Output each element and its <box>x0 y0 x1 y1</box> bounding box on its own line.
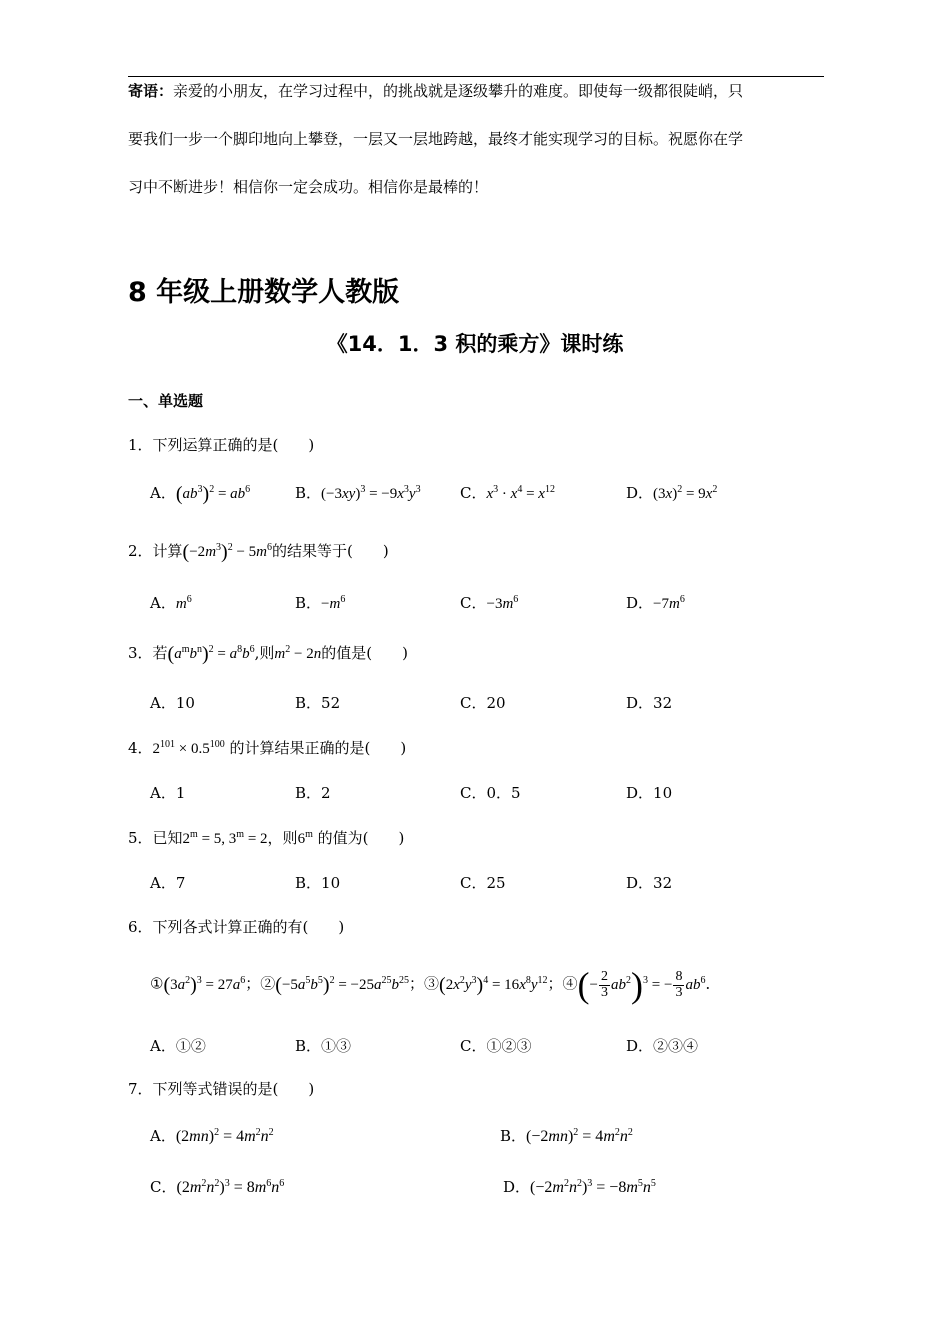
q4-option-a[interactable]: A．1 <box>150 784 186 802</box>
q3-option-b[interactable]: B．52 <box>295 694 341 712</box>
page-title: 8 年级上册数学人教版 <box>128 277 400 308</box>
q4-option-d[interactable]: D．10 <box>626 784 673 802</box>
q1-option-a[interactable]: A．$(ab^3)^2 = ab^6$ <box>150 483 251 505</box>
q7-option-c[interactable]: C．$(2m^2n^2)^3 = 8m^6n^6$ <box>150 1178 285 1196</box>
q6-option-b[interactable]: B．①③ <box>295 1037 352 1055</box>
q5-option-a[interactable]: A．7 <box>150 874 186 892</box>
q6-option-a[interactable]: A．①② <box>150 1037 206 1055</box>
intro-label: 寄语： <box>128 82 174 100</box>
q3-option-c[interactable]: C．20 <box>460 694 506 712</box>
question-6: 6．下列各式计算正确的有( ) <box>128 918 345 936</box>
question-4: 4．$2^{101} \times 0.5^{100}$ 的计算结果正确的是( ) <box>128 739 407 757</box>
q3-option-a[interactable]: A．10 <box>150 694 195 712</box>
q5-option-d[interactable]: D．32 <box>626 874 673 892</box>
q6-expressions: $①(3a^2)^3 = 27a^6$；$②(-5a^5b^5)^2 = -25a^{25}b^{25}$；$③(2x^2y^3)^4 = 16x^8y^{12}$；④(− $\frac{2}{3}$ $ab^2)^3$ = − $\frac{8}{3}$ $ab^6$． <box>150 964 721 1005</box>
header-rule <box>128 76 824 77</box>
q4-option-c[interactable]: C．0．5 <box>460 784 521 802</box>
q3-number: 3．若 <box>128 644 168 662</box>
q7-option-b[interactable]: B．$(-2mn)^2 = 4m^2n^2$ <box>500 1127 633 1145</box>
question-3: 3．若$(a^mb^n)^2 = a^8b^6$,则$m^2 - 2n$的值是( ) <box>128 643 408 665</box>
q6-option-c[interactable]: C．①②③ <box>460 1037 532 1055</box>
q2-option-c[interactable]: C．$-3m^6$ <box>460 594 519 612</box>
intro-line-2: 要我们一步一个脚印地向上攀登，一层又一层地跨越，最终才能实现学习的目标。祝愿你在学 <box>128 130 744 148</box>
q4-option-b[interactable]: B．2 <box>295 784 331 802</box>
q7-option-a[interactable]: A．$(2mn)^2 = 4m^2n^2$ <box>150 1127 274 1145</box>
question-5: 5．已知2$^m$ = 5, 3$^m$ = 2，则6$^m$ 的值为( ) <box>128 829 405 847</box>
q2-option-a[interactable]: A．$m^6$ <box>150 594 192 612</box>
question-7: 7．下列等式错误的是( ) <box>128 1080 315 1098</box>
q1-option-c[interactable]: C．$x^3 \cdot x^4 = x^{12}$ <box>460 484 555 502</box>
page-subtitle: 《14．1．3 积的乘方》课时练 <box>326 332 624 356</box>
question-2: 2．计算$(-2m^3)^2 - 5m^6$的结果等于( ) <box>128 541 389 563</box>
q2-option-b[interactable]: B．$-m^6$ <box>295 594 346 612</box>
q6-option-d[interactable]: D．②③④ <box>626 1037 699 1055</box>
q2-option-d[interactable]: D．$-7m^6$ <box>626 594 685 612</box>
q7-option-d[interactable]: D．$(-2m^2n^2)^3 = -8m^5n^5$ <box>503 1178 656 1196</box>
section-heading: 一、单选题 <box>128 392 204 410</box>
q5-option-c[interactable]: C．25 <box>460 874 506 892</box>
q1-option-b[interactable]: B．$(-3xy)^3 = -9x^3y^3$ <box>295 484 421 502</box>
q5-option-b[interactable]: B．10 <box>295 874 341 892</box>
question-1: 1．下列运算正确的是( ) <box>128 436 315 454</box>
q1-option-d[interactable]: D．$(3x)^2 = 9x^2$ <box>626 484 718 502</box>
q3-option-d[interactable]: D．32 <box>626 694 673 712</box>
intro-line-1: 寄语：亲爱的小朋友，在学习过程中，的挑战就是逐级攀升的难度。即使每一级都很陡峭，只 <box>128 82 744 100</box>
intro-line-3: 习中不断进步！相信你一定会成功。相信你是最棒的！ <box>128 178 489 196</box>
